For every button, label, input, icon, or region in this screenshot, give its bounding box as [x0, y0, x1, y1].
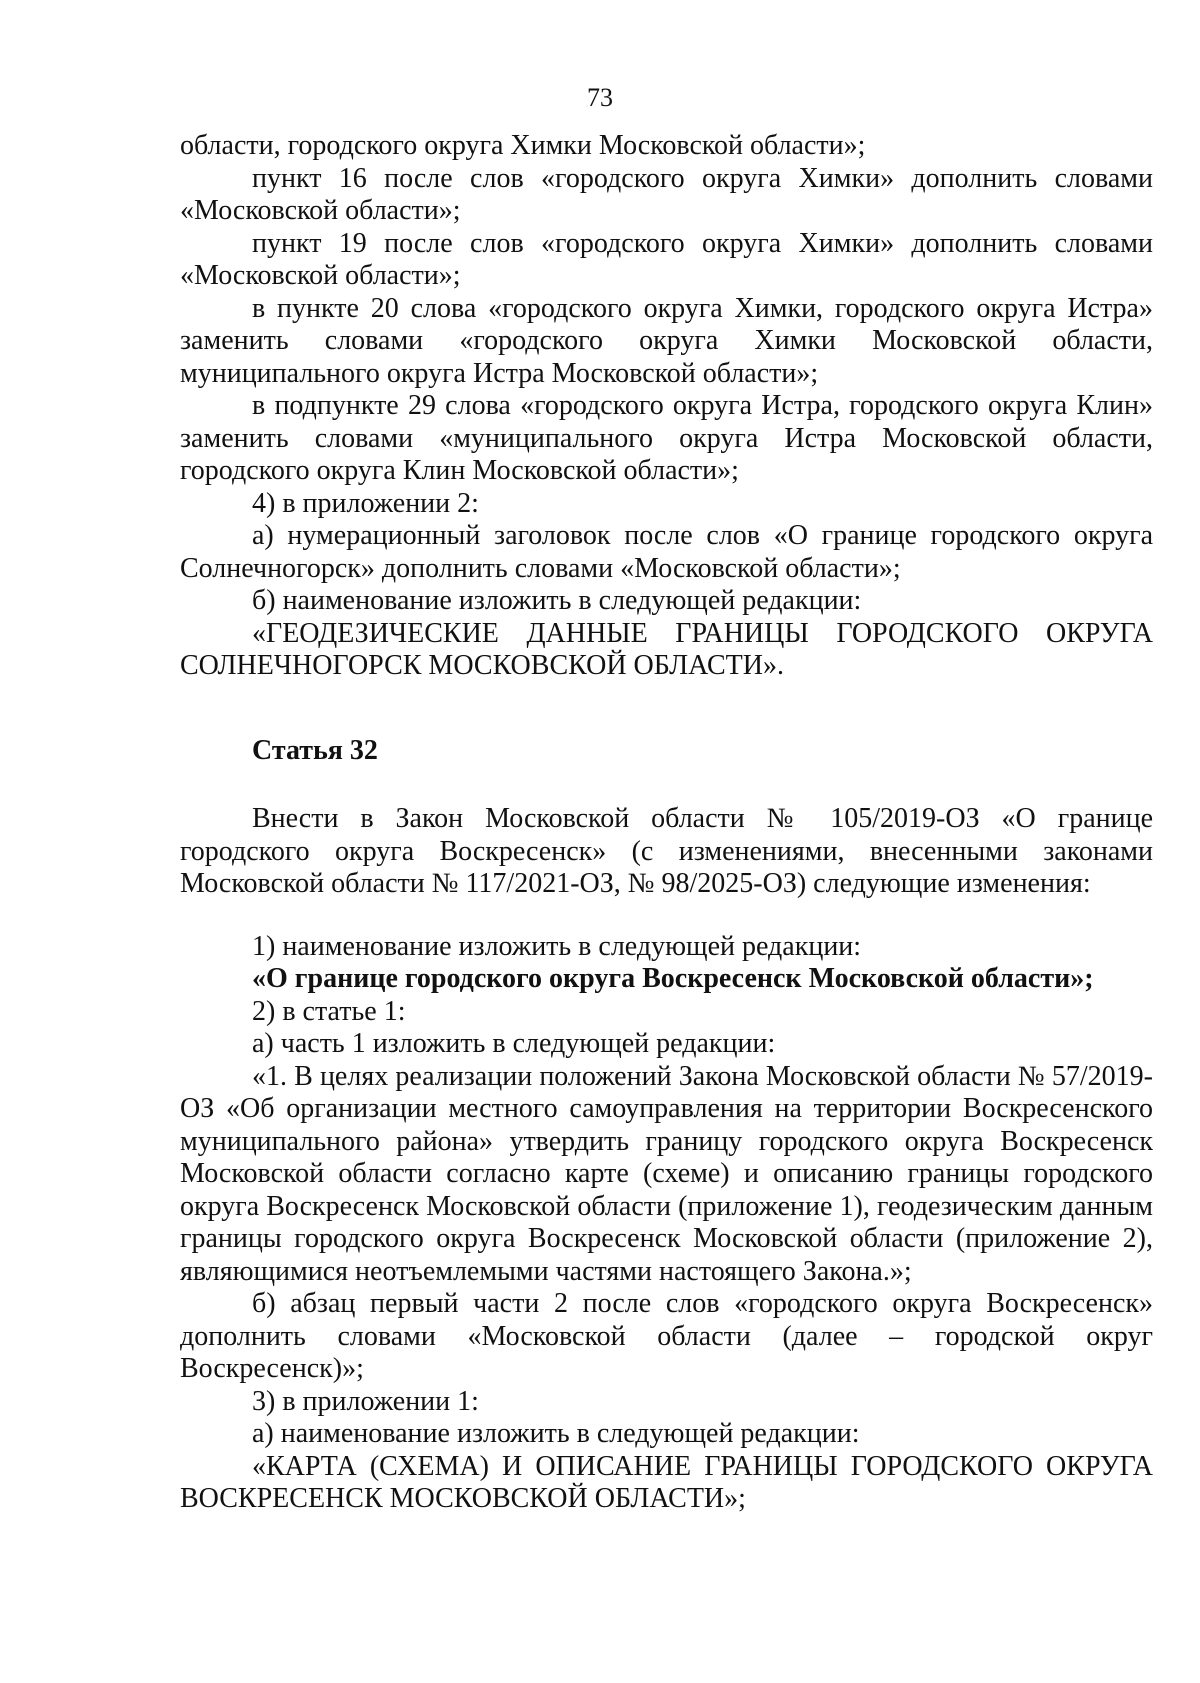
page-number: 73: [587, 83, 613, 112]
article-heading: Статья 32: [252, 734, 378, 766]
paragraph: 2) в статье 1:: [252, 995, 406, 1027]
paragraph: 1) наименование изложить в следующей редакции:: [252, 930, 862, 962]
caps-title-line: СОЛНЕЧНОГОРСК МОСКОВСКОЙ ОБЛАСТИ».: [180, 650, 784, 681]
spacer: [180, 683, 1153, 735]
paragraph: пункт 19 после слов «городского округа Химки» дополнить словами «Московской области»;: [180, 227, 1153, 291]
paragraph: 4) в приложении 2:: [252, 487, 479, 519]
paragraph: в пункте 20 слова «городского округа Химки, городского округа Истра» заменить словами «городского округа Химки Московской области, муниципального округа Истра Московской области»;: [180, 292, 1153, 389]
paragraph: б) наименование изложить в следующей редакции:: [252, 585, 862, 616]
paragraph: б) абзац первый части 2 после слов «городского округа Воскресенск» дополнить словами «Московской области (далее – городской округ Воскресенск)»;: [180, 1288, 1153, 1384]
intro-paragraph: Внести в Закон Московской области № 105/2019-ОЗ «О границе городского округа Воскресенск» (с изменениями, внесенными законами Московской области № 117/2021-ОЗ, № 98/2025-ОЗ) следующие изменения:: [180, 803, 1153, 899]
spacer: [180, 767, 1153, 803]
bold-title-paragraph: «О границе городского округа Воскресенск Московской области»;: [252, 963, 1094, 994]
paragraph: 3) в приложении 1:: [252, 1385, 479, 1417]
caps-title-line: «КАРТА (СХЕМА) И ОПИСАНИЕ ГРАНИЦЫ ГОРОДСКОГО ОКРУГА: [252, 1450, 1153, 1482]
paragraph: «1. В целях реализации положений Закона Московской области № 57/2019-ОЗ «Об организации местного самоуправления на территории Воскресенского муниципального района» утвердить границу городского округа Воскресенск Московской области согласно карте (схеме) и описанию границы городского округа Воскресенск Московской области (приложение 1), геодезическим данным границы городского округа Воскресенск Московской области (приложение 2), являющимися неотъемлемыми частями настоящего Закона.»;: [180, 1060, 1153, 1287]
paragraph: пункт 16 после слов «городского округа Химки» дополнить словами «Московской области»;: [180, 162, 1153, 226]
paragraph: области, городского округа Химки Московской области»;: [180, 130, 866, 161]
paragraph: а) наименование изложить в следующей редакции:: [252, 1418, 860, 1449]
paragraph: в подпункте 29 слова «городского округа Истра, городского округа Клин» заменить словами «муниципального округа Истра Московской области, городского округа Клин Московской области»;: [180, 390, 1153, 486]
spacer: [180, 901, 1153, 931]
caps-title-line: ВОСКРЕСЕНСК МОСКОВСКОЙ ОБЛАСТИ»;: [180, 1483, 746, 1514]
document-body: [180, 130, 1153, 1516]
paragraph: а) часть 1 изложить в следующей редакции:: [252, 1028, 776, 1059]
paragraph: а) нумерационный заголовок после слов «О границе городского округа Солнечногорск» дополнить словами «Московской области»;: [180, 520, 1153, 584]
caps-title-line: «ГЕОДЕЗИЧЕСКИЕ ДАННЫЕ ГРАНИЦЫ ГОРОДСКОГО ОКРУГА: [252, 617, 1153, 649]
